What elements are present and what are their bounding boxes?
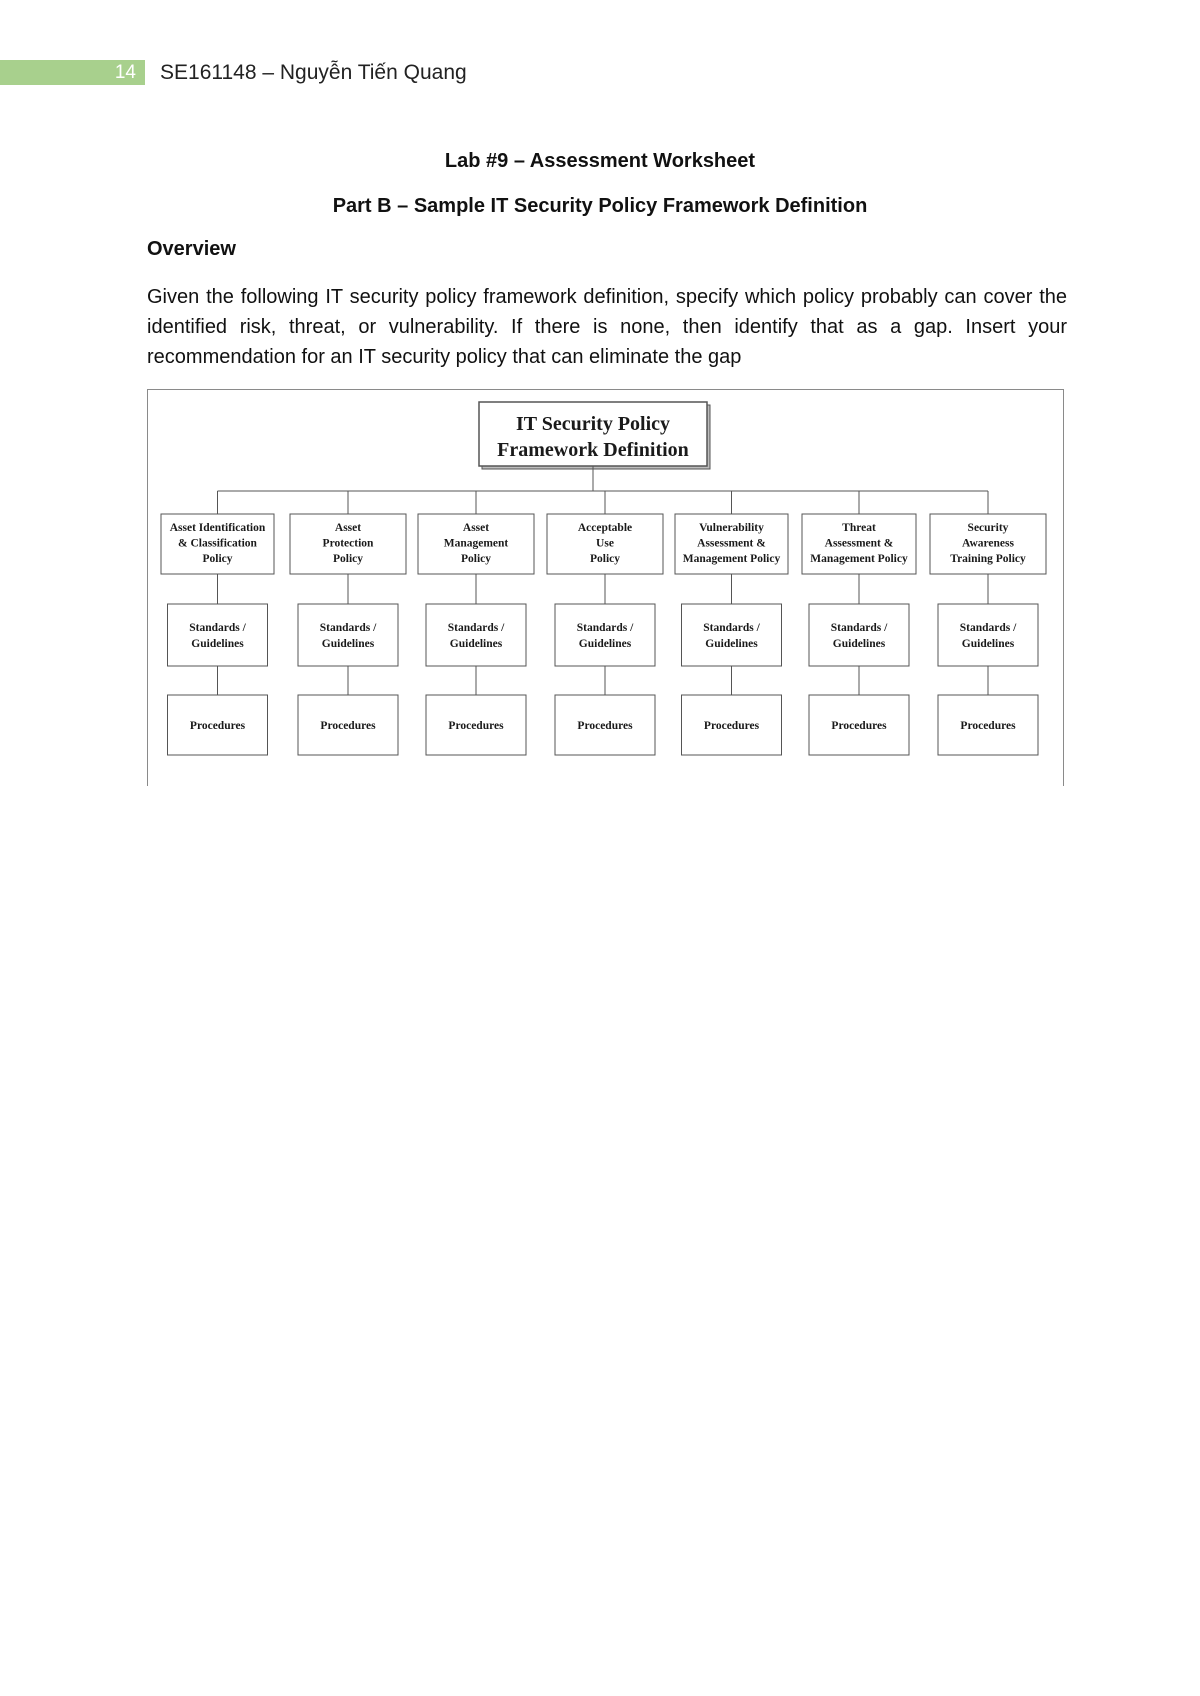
policy-label: Asset Protection Policy bbox=[322, 522, 374, 565]
procedures-label: Procedures bbox=[831, 720, 887, 732]
procedures-label: Procedures bbox=[448, 720, 504, 732]
standards-box bbox=[555, 604, 655, 666]
standards-label: Standards / Guidelines bbox=[447, 622, 505, 650]
standards-box bbox=[938, 604, 1038, 666]
standards-box bbox=[426, 604, 526, 666]
policy-label: Asset Management Policy bbox=[443, 522, 509, 565]
part-title: Part B – Sample IT Security Policy Framework Definition bbox=[332, 195, 868, 217]
standards-label: Standards / Guidelines bbox=[576, 622, 634, 650]
procedures-label: Procedures bbox=[320, 720, 376, 732]
page-number: 14 bbox=[114, 62, 136, 83]
procedures-label: Procedures bbox=[703, 720, 760, 732]
header-author: SE161148 – Nguyễn Tiến Quang bbox=[160, 61, 467, 84]
standards-label: Standards / Guidelines bbox=[830, 622, 888, 650]
framework-diagram-frame bbox=[147, 389, 1064, 786]
standards-box bbox=[298, 604, 398, 666]
procedures-label: Procedures bbox=[960, 720, 1016, 732]
policy-label: Security Awareness Training Policy bbox=[950, 522, 1026, 565]
policy-label: Asset Identification & Classification Policy bbox=[169, 522, 266, 565]
lab-title: Lab #9 – Assessment Worksheet bbox=[444, 150, 756, 172]
standards-label: Standards / Guidelines bbox=[703, 622, 760, 650]
standards-box bbox=[809, 604, 909, 666]
standards-label: Standards / Guidelines bbox=[189, 622, 246, 650]
overview-heading: Overview bbox=[147, 238, 236, 260]
standards-label: Standards / Guidelines bbox=[319, 622, 377, 650]
standards-box bbox=[168, 604, 268, 666]
framework-diagram bbox=[148, 390, 1065, 787]
standards-label: Standards / Guidelines bbox=[959, 622, 1017, 650]
procedures-label: Procedures bbox=[189, 720, 246, 732]
root-label: IT Security Policy Framework Definition bbox=[497, 413, 689, 461]
policy-label: Threat Assessment & Management Policy bbox=[810, 522, 908, 565]
policy-label: Acceptable Use Policy bbox=[577, 522, 633, 565]
overview-text: Given the following IT security policy framework definition, specify which policy probably can cover the identified risk, threat, or vulnerability. If there is none, then identify that as a gap. Insert your recommendation for an IT security policy that can eliminate the gap bbox=[147, 286, 1067, 368]
standards-box bbox=[682, 604, 782, 666]
policy-label: Vulnerability Assessment & Management Policy bbox=[682, 522, 781, 565]
procedures-label: Procedures bbox=[577, 720, 633, 732]
